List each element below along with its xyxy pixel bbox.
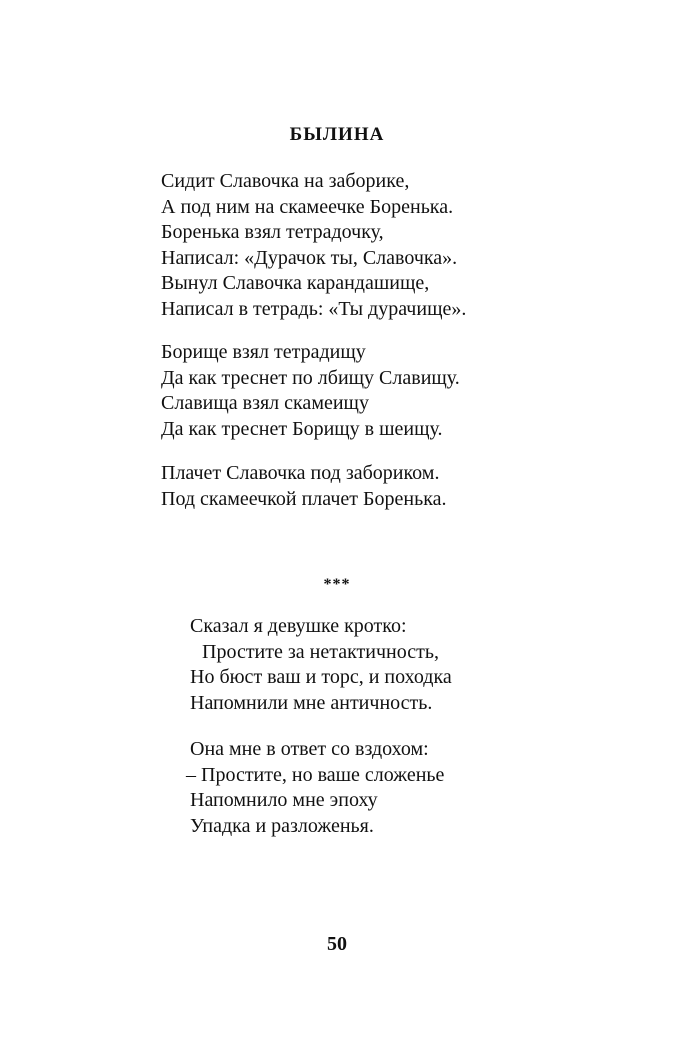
page-number: 50 [327,933,347,955]
poem-line: Славища взял скамеищу [161,392,369,414]
poem-line: Сказал я девушке кротко: [190,615,407,637]
poem-line: Простите за нетактичность, [202,640,439,663]
poem-line: Вынул Славочка карандашище, [161,272,430,294]
poem1-stanza-3 [161,461,447,512]
poem-line: А под ним на скамеечке Боренька. [161,195,454,218]
poem2-stanza-1 [190,614,452,716]
poem1-stanza-1 [161,169,466,322]
poem-line: Под скамеечкой плачет Боренька. [161,487,447,510]
poem1-stanza-2 [161,340,460,442]
poem-line: Сидит Славочка на заборике, [161,170,410,192]
poem-line: Но бюст ваш и торс, и походка [190,666,452,688]
poem-line: Да как треснет по лбищу Славищу. [161,366,460,389]
section-separator: *** [323,576,351,593]
poem-line: Да как треснет Борищу в шеищу. [161,417,443,440]
poem-line: Написал: «Дурачок ты, Славочка». [161,246,458,269]
poem-line: Плачет Славочка под забориком. [161,462,440,484]
poem-line: Она мне в ответ со вздохом: [190,738,429,760]
poem-line: Напомнили мне античность. [190,691,433,714]
poem-title: БЫЛИНА [289,124,385,145]
poem-line: Борище взял тетрадищу [161,341,366,363]
poem2-stanza-2 [186,737,445,839]
poem-line: Упадка и разложенья. [190,814,374,837]
poem-line: Боренька взял тетрадочку, [161,221,384,243]
poem-line: Написал в тетрадь: «Ты дурачище». [161,297,467,320]
poem-line: Напомнило мне эпоху [190,789,378,811]
poem-line: – Простите, но ваше сложенье [186,763,445,786]
